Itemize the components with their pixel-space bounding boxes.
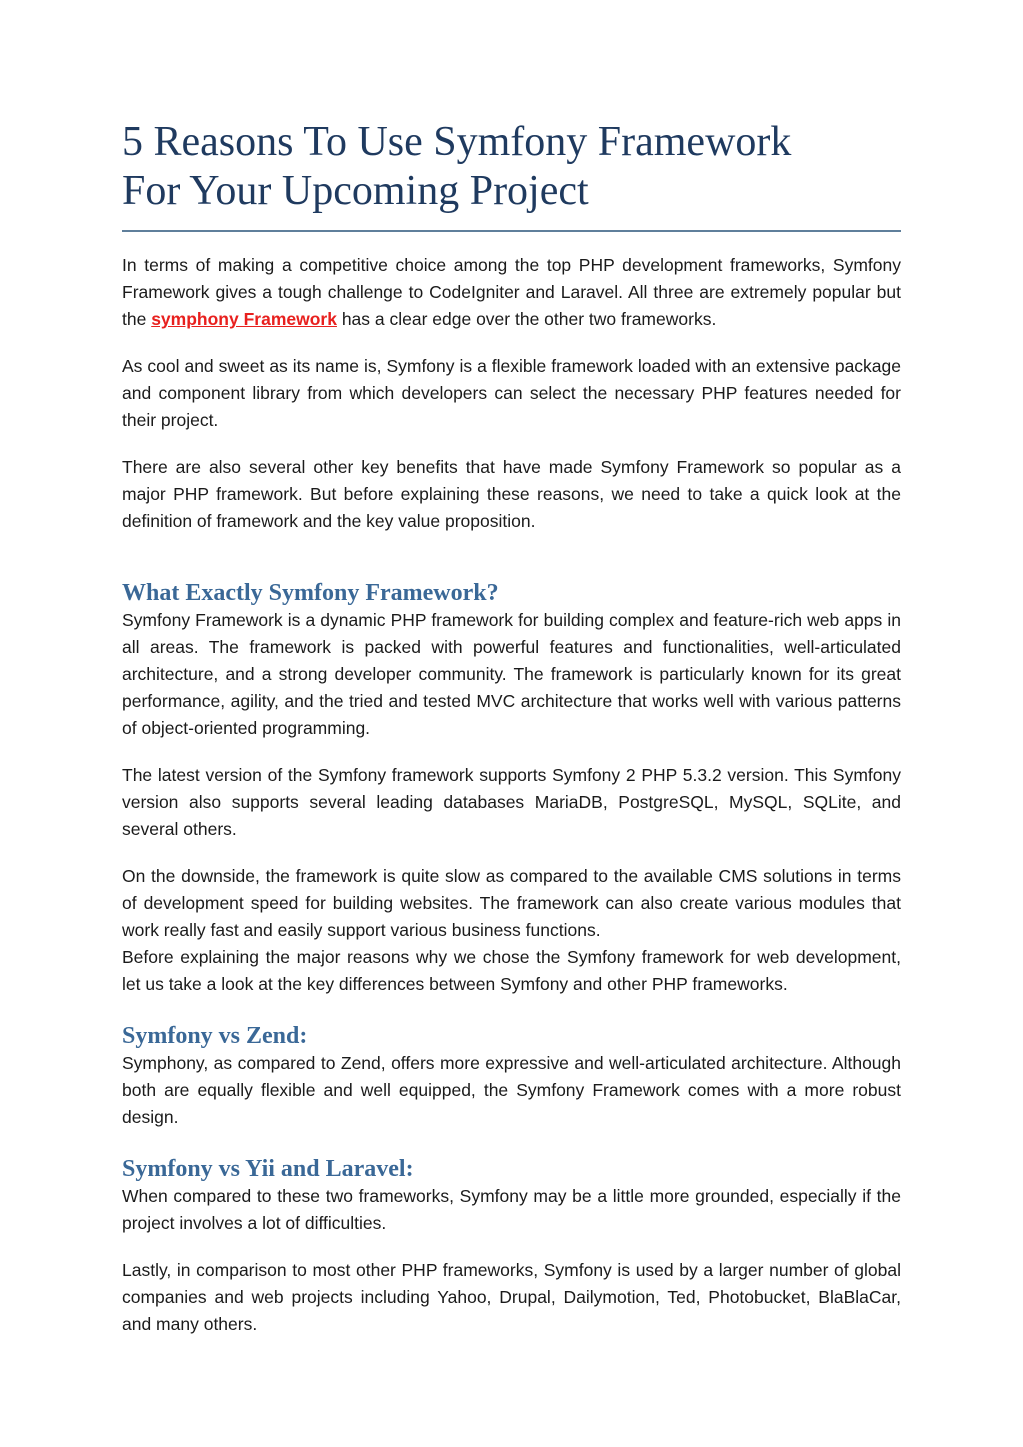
section-heading-symfony-vs-yii-laravel: Symfony vs Yii and Laravel: [122, 1156, 414, 1182]
intro-paragraph-1-text-before: In terms of making a competitive choice among the top PHP development frameworks, Symfony Framework gives a tough challenge to CodeIgniter and Laravel. All three are extremely popular but the [122, 255, 901, 329]
page-title [122, 118, 901, 232]
section-heading-symfony-vs-zend: Symfony vs Zend: [122, 1023, 308, 1049]
what-paragraph-2: The latest version of the Symfony framework supports Symfony 2 PHP 5.3.2 version. This Symfony version also supports several leading databases MariaDB, PostgreSQL, MySQL, SQLite, and several others. [122, 765, 901, 839]
yii-paragraph-2: Lastly, in comparison to most other PHP frameworks, Symfony is used by a larger number of global companies and web projects including Yahoo, Drupal, Dailymotion, Ted, Photobucket, BlaBlaCar, and many others. [122, 1260, 901, 1334]
section-heading-what-exactly: What Exactly Symfony Framework? [122, 580, 499, 606]
page-title-line-1: 5 Reasons To Use Symfony Framework [122, 119, 792, 165]
page-title-line-2: For Your Upcoming Project [122, 168, 589, 214]
intro-paragraph-1 [122, 252, 901, 333]
yii-paragraph-1: When compared to these two frameworks, Symfony may be a little more grounded, especially if the project involves a lot of difficulties. [122, 1186, 901, 1233]
document-content [122, 118, 901, 1338]
intro-paragraph-3: There are also several other key benefits that have made Symfony Framework so popular as a major PHP framework. But before explaining these reasons, we need to take a quick look at the definition of framework and the key value proposition. [122, 457, 901, 531]
symphony-framework-link[interactable]: symphony Framework [151, 309, 337, 329]
what-paragraph-4: Before explaining the major reasons why we chose the Symfony framework for web development, let us take a look at the key differences between Symfony and other PHP frameworks. [122, 947, 901, 994]
intro-paragraph-1-text-after: has a clear edge over the other two frameworks. [336, 309, 717, 329]
what-paragraph-1: Symfony Framework is a dynamic PHP framework for building complex and feature-rich web apps in all areas. The framework is packed with powerful features and functionalities, well-articulated architecture, and a strong developer community. The framework is particularly known for its great performance, agility, and the tried and tested MVC architecture that works well with various patterns of object-oriented programming. [122, 610, 901, 738]
what-paragraph-3: On the downside, the framework is quite slow as compared to the available CMS solutions in terms of development speed for building websites. The framework can also create various modules that work really fast and easily support various business functions. [122, 866, 901, 940]
intro-paragraph-2: As cool and sweet as its name is, Symfony is a flexible framework loaded with an extensive package and component library from which developers can select the necessary PHP features needed for their project. [122, 356, 901, 430]
zend-paragraph-1: Symphony, as compared to Zend, offers more expressive and well-articulated architecture. Although both are equally flexible and well equipped, the Symfony Framework comes with a more robust design. [122, 1053, 901, 1127]
